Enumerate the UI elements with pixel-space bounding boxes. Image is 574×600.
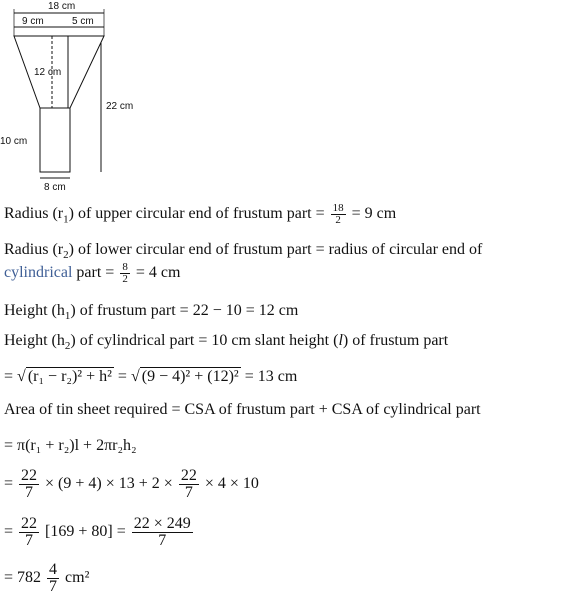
- line-r2-b: cylindrical part = $\frac{8}{2}$ = 4 cm: [4, 261, 181, 285]
- line-h1: Height $(h_1)$ of frustum part = 22 − 10 = 12 cm: [4, 302, 299, 323]
- line-calc2: = $\frac{22}{7}$ [169 + 80] = $\frac{22 \times 249}{7}$: [4, 515, 191, 549]
- dim-5cm: 5 cm: [72, 16, 94, 27]
- dim-12cm: 12 cm: [34, 67, 62, 78]
- frustum-cylinder-diagram: [0, 0, 160, 195]
- line-h2: Height $(h_2)$ of cylindrical part = 10 cm slant height (l) of frustum part: [4, 332, 449, 353]
- line-calc1: = $\frac{22}{7}$ × (9 + 4) × 13 + 2 × $\frac{22}{7}$ × 4 × 10: [4, 467, 259, 501]
- dim-9cm: 9 cm: [22, 16, 44, 27]
- dim-8cm: 8 cm: [44, 182, 66, 193]
- dim-22cm: 22 cm: [106, 101, 134, 112]
- line-r2-a: Radius $(r_2)$ of lower circular end of frustum part = radius of circular end of: [4, 241, 483, 262]
- dim-10cm: 10 cm: [0, 136, 28, 147]
- dim-18cm: 18 cm: [48, 1, 76, 12]
- line-formula: = π(r₁ + r₂)l + 2πr₂h₂: [4, 437, 137, 454]
- line-slant: = √ (r₁ − r₂)² + h² = √ (9 − 4)² + (12)² = 13 cm: [4, 368, 298, 385]
- line-r1: Radius $(r_1)$ of upper circular end of frustum part = $\frac{18}{2}$ = 9 cm: [4, 202, 397, 226]
- line-area: Area of tin sheet required = CSA of frustum part + CSA of cylindrical part: [4, 401, 481, 418]
- line-result: = 782 $\frac{4}{7}$ cm²: [4, 561, 90, 595]
